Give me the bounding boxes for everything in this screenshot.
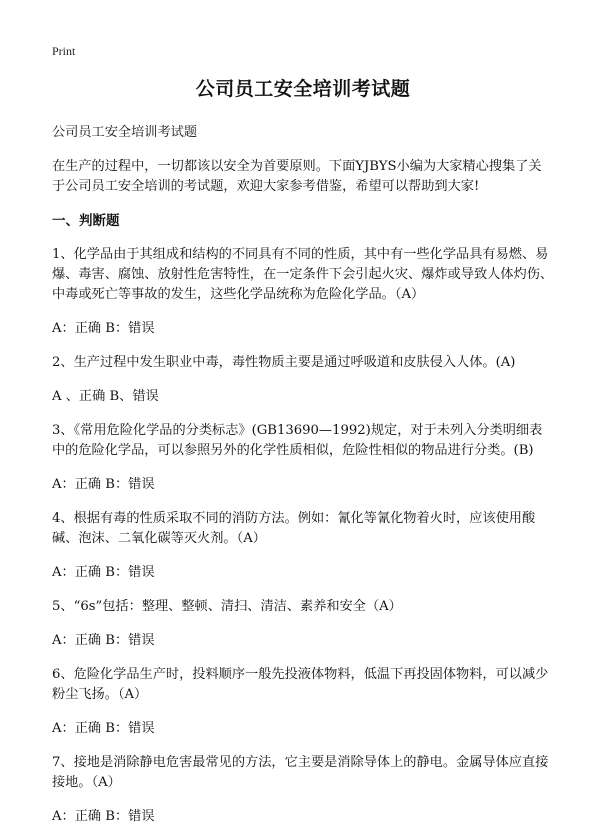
question-1: 1、化学品由于其组成和结构的不同具有不同的性质，其中有一些化学品具有易燃、易爆、毒害、腐蚀、放射性危害特性，在一定条件下会引起火灾、爆炸或导致人体灼伤、中毒或死亡等事故的发生，这些化学品统称为危险化学品。（A） bbox=[52, 247, 554, 302]
question-7: 7、接地是消除静电危害最常见的方法，它主要是消除导体上的静电。金属导体应直接接地。（A） bbox=[52, 755, 549, 790]
intro-paragraph: 在生产的过程中，一切都该以安全为首要原则。下面YJBYS小编为大家精心搜集了关于公司员工安全培训的考试题，欢迎大家参考借鉴，希望可以帮助到大家! bbox=[52, 159, 542, 194]
question-5-options: A：正确 B：错误 bbox=[52, 633, 155, 648]
question-4-options: A：正确 B：错误 bbox=[52, 565, 155, 580]
question-3-options: A：正确 B：错误 bbox=[52, 477, 155, 492]
question-4: 4、根据有毒的性质采取不同的消防方法。例如：氰化等氰化物着火时，应该使用酸碱、泡沫、二氧化碳等灭火剂。（A） bbox=[52, 511, 536, 546]
question-1-options: A：正确 B：错误 bbox=[52, 321, 155, 336]
question-7-options: A：正确 B：错误 bbox=[52, 809, 155, 824]
question-list bbox=[52, 245, 554, 827]
question-6: 6、危险化学品生产时，投料顺序一般先投液体物料，低温下再投固体物料，可以减少粉尘飞扬。（A） bbox=[52, 667, 549, 702]
question-2: 2、生产过程中发生职业中毒，毒性物质主要是通过呼吸道和皮肤侵入人体。(A) bbox=[52, 355, 516, 370]
question-2-options: A 、正确 B、错误 bbox=[52, 389, 159, 404]
section-heading: 一、判断题 bbox=[52, 213, 120, 229]
page-title: 公司员工安全培训考试题 bbox=[195, 78, 411, 100]
document-subtitle: 公司员工安全培训考试题 bbox=[52, 125, 198, 140]
question-3: 3、《常用危险化学品的分类标志》(GB13690—1992)规定，对于未列入分类明细表中的危险化学品，可以参照另外的化学性质相似，危险性相似的物品进行分类。(B) bbox=[52, 423, 543, 458]
print-link[interactable]: Print bbox=[52, 44, 76, 58]
question-6-options: A：正确 B：错误 bbox=[52, 721, 155, 736]
question-5: 5、“6s”包括：整理、整顿、清扫、清洁、素养和安全（A） bbox=[52, 599, 402, 614]
